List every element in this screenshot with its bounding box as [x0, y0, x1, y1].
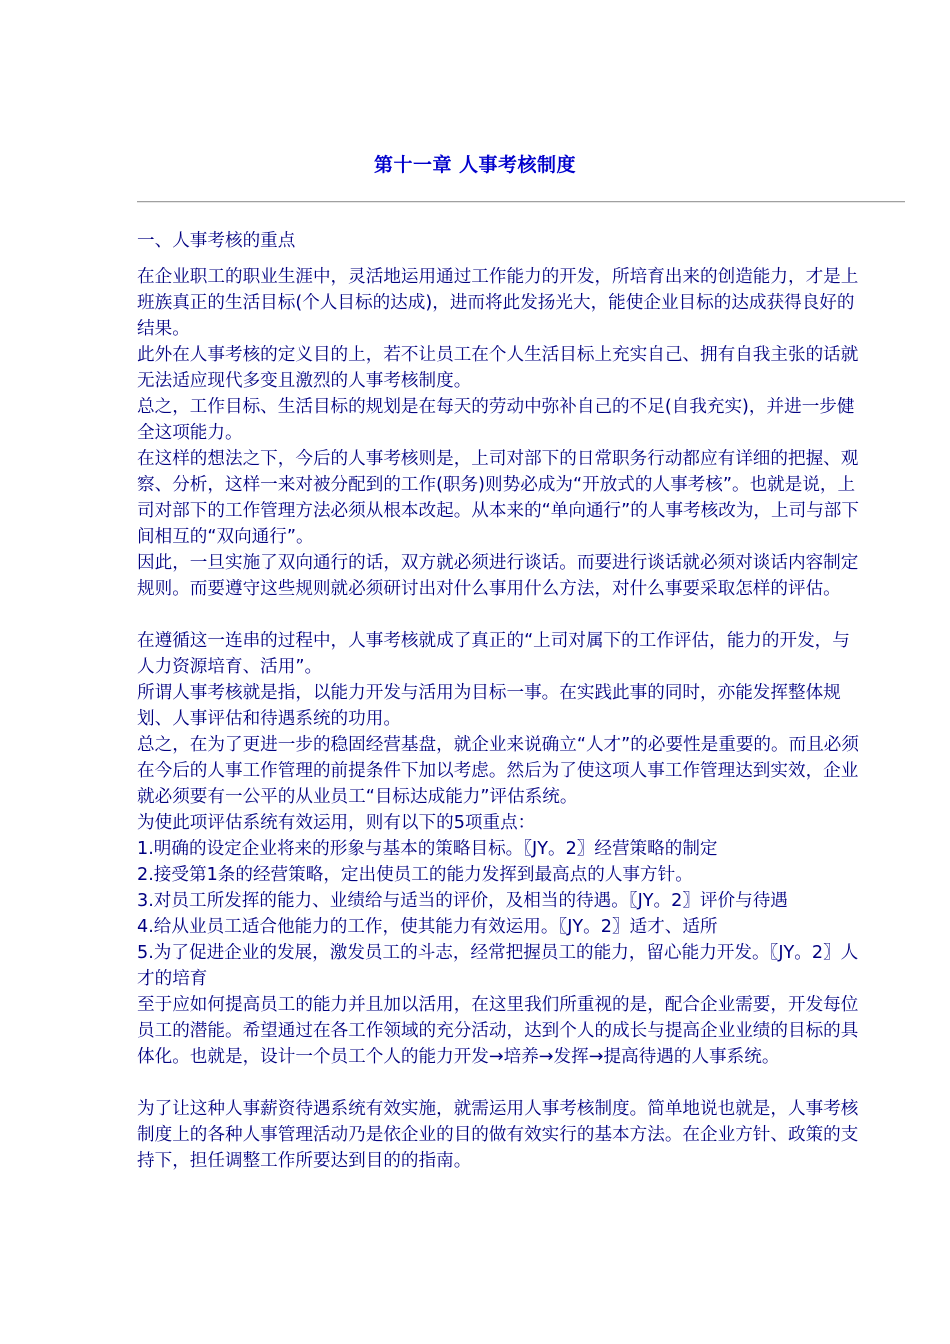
paragraph: 所谓人事考核就是指，以能力开发与活用为目标一事。在实践此事的同时，亦能发挥整体规划、人事评估和待遇系统的功用。 [137, 683, 841, 729]
document-body [137, 228, 867, 1174]
paragraph: 至于应如何提高员工的能力并且加以活用，在这里我们所重视的是，配合企业需要，开发每位员工的潜能。希望通过在各工作领域的充分活动，达到个人的成长与提高企业业绩的目标的具体化。也就是，设计一个员工个人的能力开发→培养→发挥→提高待遇的人事系统。 [137, 995, 859, 1067]
list-item: 2.接受第1条的经营策略，定出使员工的能力发挥到最高点的人事方针。 [137, 865, 693, 885]
paragraph: 在这样的想法之下，今后的人事考核则是，上司对部下的日常职务行动都应有详细的把握、观察、分析，这样一来对被分配到的工作(职务)则势必成为“开放式的人事考核”。也就是说，上司对部下的工作管理方法必须从根本改起。从本来的“单向通行”的人事考核改为，上司与部下间相互的“双向通行”。 [137, 449, 859, 547]
list-item: 3.对员工所发挥的能力、业绩给与适当的评价，及相当的待遇。〖JY。2〗评价与待遇 [137, 891, 788, 911]
paragraph: 为了让这种人事薪资待遇系统有效实施，就需运用人事考核制度。简单地说也就是，人事考核制度上的各种人事管理活动乃是依企业的目的做有效实行的基本方法。在企业方针、政策的支持下，担任调整工作所要达到目的的指南。 [137, 1099, 859, 1171]
list-item: 4.给从业员工适合他能力的工作，使其能力有效运用。〖JY。2〗适才、适所 [137, 917, 718, 937]
paragraph: 为使此项评估系统有效运用，则有以下的5项重点： [137, 813, 536, 833]
paragraph: 总之，在为了更进一步的稳固经营基盘，就企业来说确立“人才”的必要性是重要的。而且必须在今后的人事工作管理的前提条件下加以考虑。然后为了使这项人事工作管理达到实效，企业就必须要有一公平的从业员工“目标达成能力”评估系统。 [137, 735, 859, 807]
horizontal-divider [137, 201, 905, 203]
paragraph: 此外在人事考核的定义目的上，若不让员工在个人生活目标上充实自己、拥有自我主张的话就无法适应现代多变且激烈的人事考核制度。 [137, 345, 859, 391]
section-heading: 一、人事考核的重点 [137, 231, 296, 251]
paragraph: 在企业职工的职业生涯中，灵活地运用通过工作能力的开发，所培育出来的创造能力，才是上班族真正的生活目标(个人目标的达成)，进而将此发扬光大，能使企业目标的达成获得良好的结果。 [137, 267, 859, 339]
paragraph: 因此，一旦实施了双向通行的话，双方就必须进行谈话。而要进行谈话就必须对谈话内容制定规则。而要遵守这些规则就必须研讨出对什么事用什么方法，对什么事要采取怎样的评估。 [137, 553, 859, 599]
page-title: 第十一章 人事考核制度 [373, 154, 577, 176]
paragraph-gap [137, 1070, 867, 1096]
paragraph: 在遵循这一连串的过程中，人事考核就成了真正的“上司对属下的工作评估，能力的开发，与人力资源培育、活用”。 [137, 631, 850, 677]
paragraph-gap [137, 602, 867, 628]
list-item: 5.为了促进企业的发展，激发员工的斗志，经常把握员工的能力，留心能力开发。〖JY。2〗人才的培育 [137, 943, 859, 989]
list-item: 1.明确的设定企业将来的形象与基本的策略目标。〖JY。2〗经营策略的制定 [137, 839, 718, 859]
paragraph: 总之，工作目标、生活目标的规划是在每天的劳动中弥补自己的不足(自我充实)，并进一步健全这项能力。 [137, 397, 855, 443]
